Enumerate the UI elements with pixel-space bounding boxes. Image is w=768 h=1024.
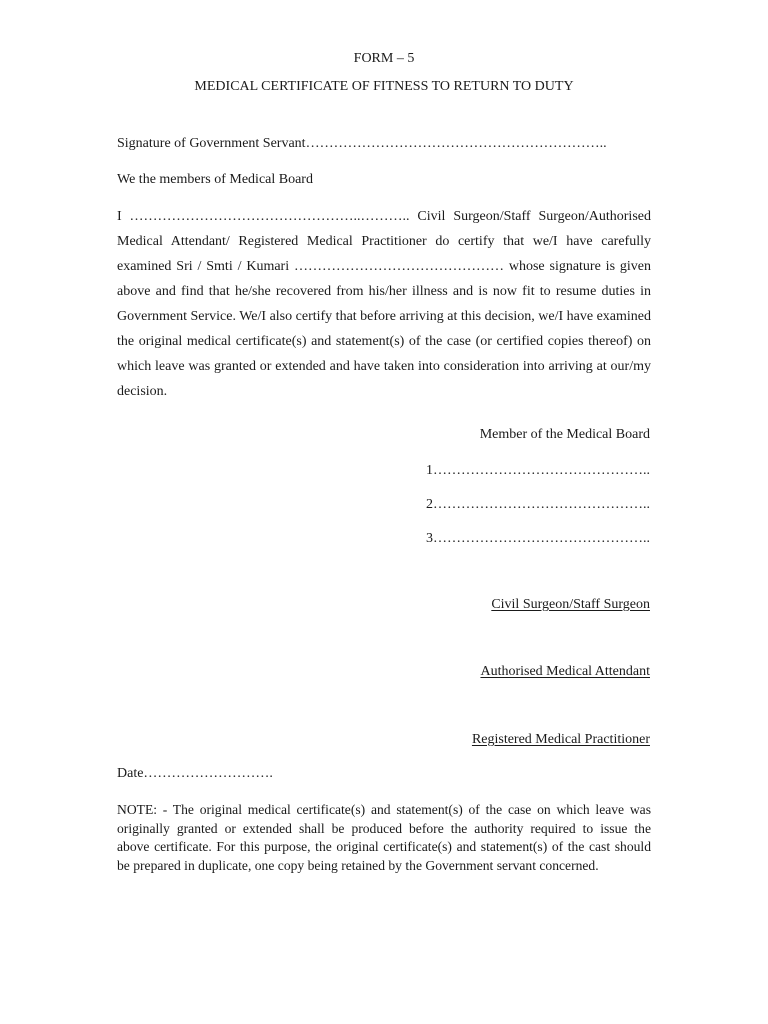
date-line: Date………………………. [117,766,273,781]
board-member-line: 3……………………………………….. [426,531,650,546]
certificate-line: Government Service. We/I also certify that before arriving at this decision, we/I have examined [117,309,651,324]
board-member-line: 1……………………………………….. [426,463,650,478]
civil-surgeon-signatory: Civil Surgeon/Staff Surgeon [491,597,650,612]
members-line: We the members of Medical Board [117,172,313,187]
form-number: FORM – 5 [353,51,415,66]
board-heading: Member of the Medical Board [479,427,650,442]
certificate-line: I …………………………………………..……….. Civil Surgeon/Staff Surgeon/Authorised [117,209,651,224]
authorised-attendant-signatory: Authorised Medical Attendant [480,664,650,679]
note-line: be prepared in duplicate, one copy being retained by the Government servant concerned. [117,857,599,873]
signature-line: Signature of Government Servant……………………………………………………….. [117,136,607,151]
note-line: above certificate. For this purpose, the original certificate(s) and statement(s) of the cast should [117,839,651,854]
form-title: MEDICAL CERTIFICATE OF FITNESS TO RETURN TO DUTY [194,79,574,94]
certificate-line: above and find that he/she recovered from his/her illness and is now fit to resume duties in [117,284,651,299]
certificate-line: the original medical certificate(s) and statement(s) of the case (or certified copies thereof) on [117,334,651,349]
certificate-line: Medical Attendant/ Registered Medical Practitioner do certify that we/I have carefully [117,234,651,249]
note-paragraph [117,801,651,875]
note-line: NOTE: - The original medical certificate(s) and statement(s) of the case on which leave was [117,802,651,817]
certificate-line: examined Sri / Smti / Kumari ……………………………………… whose signature is given [117,259,651,274]
certificate-paragraph [117,204,651,404]
certificate-line: decision. [117,384,168,399]
board-member-line: 2……………………………………….. [426,497,650,512]
registered-practitioner-signatory: Registered Medical Practitioner [471,732,650,747]
note-line: originally granted or extended shall be produced before the authority required to issue the [117,820,651,836]
certificate-line: which leave was granted or extended and have taken into consideration into arriving at our/my [117,359,651,374]
